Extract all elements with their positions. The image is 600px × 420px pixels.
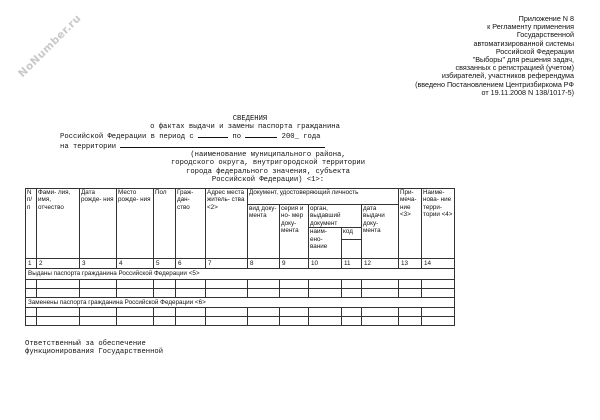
column-number-row — [26, 259, 455, 269]
column-number: 13 — [399, 259, 422, 269]
col-header-citizenship: Граж- дан- ство — [176, 189, 206, 259]
period-from-label: Российской Федерации в период с — [60, 133, 194, 142]
period-to-label: по — [232, 133, 242, 142]
appendix-line: избирателей, участников референдума — [441, 71, 574, 81]
watermark: NoNumber.ru — [16, 12, 84, 80]
appendix-line: Приложение N 8 — [518, 14, 574, 23]
column-number: 10 — [309, 259, 342, 269]
appendix-line: Российской Федерации — [495, 46, 574, 56]
period-line — [60, 131, 400, 141]
territory-caption: Российской Федерации) <1>: — [211, 175, 325, 184]
col-header-doc-type: вид доку- мента — [248, 205, 280, 259]
territory-field[interactable] — [120, 141, 325, 148]
territory-label: на территории — [60, 143, 117, 152]
column-number: 5 — [154, 259, 176, 269]
appendix-line: к Регламенту применения — [487, 22, 574, 32]
territory-caption: (наименование муниципального района, — [190, 151, 346, 160]
col-header-notes: При- меча- ние <3> — [399, 189, 422, 259]
footer-line: функционирования Государственной — [25, 348, 164, 357]
col-header-authority-name: наим- ено- вание — [309, 228, 342, 259]
appendix-note — [364, 15, 574, 97]
appendix-line: (введено Постановлением Центризбиркома РФ — [415, 79, 574, 89]
document-title: СВЕДЕНИЯ — [232, 115, 268, 123]
column-number: 11 — [342, 259, 362, 269]
col-header-address: Адрес места житель- ства <2> — [206, 189, 248, 259]
footer-line: Ответственный за обеспечение — [25, 340, 146, 348]
table-row — [26, 317, 455, 326]
column-number: 2 — [37, 259, 80, 269]
appendix-line: Государственной — [516, 30, 574, 40]
appendix-line: связанных с регистрацией (учетом) — [455, 63, 574, 73]
column-number: 6 — [176, 259, 206, 269]
empty-cell — [342, 240, 362, 259]
table-row — [26, 279, 455, 288]
column-number: 12 — [362, 259, 399, 269]
territory-line — [60, 141, 400, 151]
column-number: 3 — [80, 259, 117, 269]
section-replaced: Заменены паспорта гражданина Российской Федерации <6> — [26, 297, 455, 307]
territory-caption: города федерального значения, субъекта — [186, 167, 350, 176]
col-header-fio: Фами- лия, имя, отчество — [37, 189, 80, 259]
column-number: 1 — [26, 259, 37, 269]
table-row — [26, 288, 455, 297]
col-header-doc-date: дата выдачи доку- мента — [362, 205, 399, 259]
col-header-authority-code: код — [342, 228, 362, 240]
col-header-identity-doc: Документ, удостоверяющий личность — [248, 189, 399, 205]
passport-table — [25, 188, 455, 326]
column-number: 7 — [206, 259, 248, 269]
period-to-field[interactable] — [245, 131, 277, 138]
territory-caption: городского округа, внутригородской территории — [170, 159, 366, 168]
period-from-field[interactable] — [198, 131, 228, 138]
col-header-doc-series: серия и но- мер доку- мента — [280, 205, 309, 259]
appendix-line: от 19.11.2008 N 138/1017-5) — [481, 87, 574, 97]
appendix-line: автоматизированной системы — [473, 38, 574, 48]
heading-line: о фактах выдачи и замены паспорта гражданина — [150, 123, 340, 132]
col-header-n: N п/п — [26, 189, 37, 259]
col-header-birth-place: Место рожде- ния — [117, 189, 154, 259]
footer-note — [25, 340, 163, 357]
col-header-birth-date: Дата рожде- ния — [80, 189, 117, 259]
table-row — [26, 308, 455, 317]
column-number: 9 — [280, 259, 309, 269]
col-header-doc-authority: орган, выдавший документ — [309, 205, 362, 228]
document-heading — [60, 115, 400, 184]
col-header-territory: Наиме- нова- ние терри- тории <4> — [422, 189, 455, 259]
column-number: 14 — [422, 259, 455, 269]
column-number: 4 — [117, 259, 154, 269]
period-year-label: 200_ года — [281, 133, 321, 142]
appendix-line: "Выборы" для решения задач, — [472, 55, 574, 65]
col-header-sex: Пол — [154, 189, 176, 259]
section-issued: Выданы паспорта гражданина Российской Федерации <5> — [26, 269, 455, 279]
column-number: 8 — [248, 259, 280, 269]
